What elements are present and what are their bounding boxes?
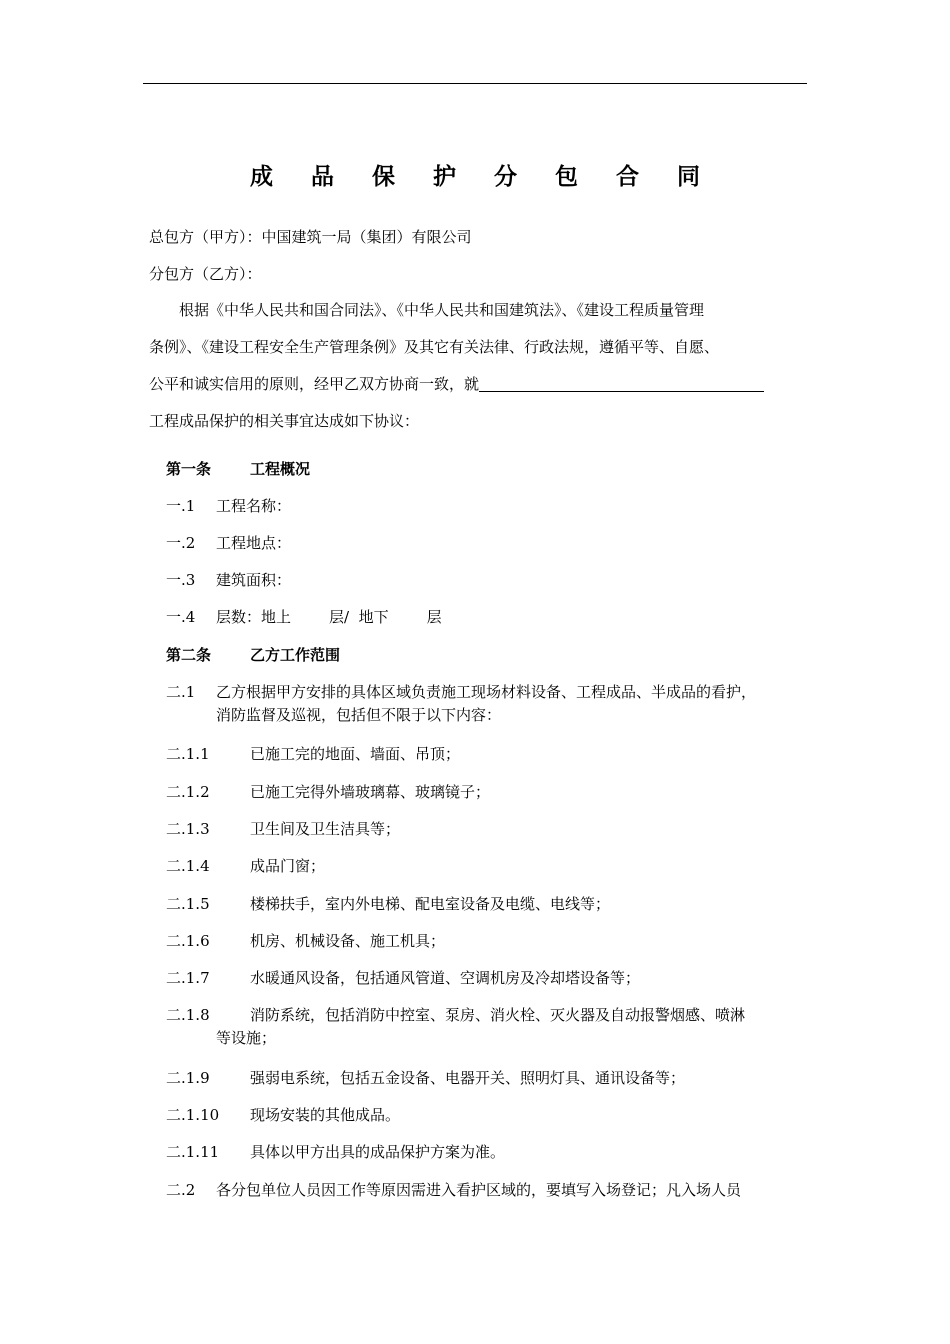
party-sub: 分包方（乙方）： — [149, 265, 262, 283]
preamble-line-2: 条例》、《建设工程安全生产管理条例》及其它有关法律、行政法规，遵循平等、自愿、 — [149, 338, 720, 356]
project-name-blank[interactable] — [479, 377, 764, 392]
item-text: 建筑面积： — [216, 571, 292, 589]
item-text: 已施工完得外墙玻璃幕、玻璃镜子； — [250, 783, 491, 801]
article-2-number: 第二条 — [166, 646, 212, 664]
item-number: 二.1.6 — [166, 932, 210, 950]
item-text: 层数：地上 层/ 地下 层 — [216, 608, 442, 626]
article-1-heading — [166, 460, 311, 478]
item-text: 现场安装的其他成品。 — [250, 1106, 401, 1124]
item-text: 工程地点： — [216, 534, 292, 552]
preamble-line-1: 根据《中华人民共和国合同法》、《中华人民共和国建筑法》、《建设工程质量管理 — [179, 301, 705, 319]
item-text: 已施工完的地面、墙面、吊顶； — [250, 745, 461, 763]
preamble-line-3: 公平和诚实信用的原则，经甲乙双方协商一致，就 — [149, 366, 809, 403]
item-number: 二.1.2 — [166, 783, 210, 801]
item-number: 二.1.10 — [166, 1106, 220, 1124]
item-text: 具体以甲方出具的成品保护方案为准。 — [250, 1143, 506, 1161]
item-number: 二.1.3 — [166, 820, 210, 838]
article-1-title: 工程概况 — [250, 460, 311, 478]
item-number: 一.4 — [166, 608, 196, 626]
item-text: 卫生间及卫生洁具等； — [250, 820, 401, 838]
item-number: 二.1.7 — [166, 969, 210, 987]
item-number: 二.2 — [166, 1181, 196, 1199]
document-title: 成 品 保 护 分 包 合 同 — [249, 164, 716, 190]
item-text: 机房、机械设备、施工机具； — [250, 932, 446, 950]
article-2-title: 乙方工作范围 — [250, 646, 341, 664]
item-text: 乙方根据甲方安排的具体区域负责施工现场材料设备、工程成品、半成品的看护， — [216, 683, 757, 701]
item-text-cont: 等设施； — [216, 1029, 277, 1047]
item-text: 各分包单位人员因工作等原因需进入看护区域的，要填写入场登记；凡入场人员 — [216, 1181, 742, 1199]
item-text: 楼梯扶手，室内外电梯、配电室设备及电缆、电线等； — [250, 895, 611, 913]
item-number: 二.1.9 — [166, 1069, 210, 1087]
party-general: 总包方（甲方）：中国建筑一局（集团）有限公司 — [149, 228, 472, 246]
article-2-heading — [166, 646, 341, 664]
item-number: 二.1.8 — [166, 1006, 210, 1024]
item-text-cont: 消防监督及巡视，包括但不限于以下内容： — [216, 706, 502, 724]
preamble-line-4: 工程成品保护的相关事宜达成如下协议： — [149, 412, 420, 430]
header-rule — [143, 83, 807, 84]
item-number: 二.1 — [166, 683, 196, 701]
item-number: 一.2 — [166, 534, 196, 552]
item-text: 强弱电系统，包括五金设备、电器开关、照明灯具、通讯设备等； — [250, 1069, 686, 1087]
article-1-number: 第一条 — [166, 460, 212, 478]
item-number: 二.1.1 — [166, 745, 210, 763]
item-number: 二.1.11 — [166, 1143, 220, 1161]
item-number: 一.1 — [166, 497, 196, 515]
item-text: 成品门窗； — [250, 857, 326, 875]
item-number: 一.3 — [166, 571, 196, 589]
item-text: 消防系统，包括消防中控室、泵房、消火栓、灭火器及自动报警烟感、喷淋 — [250, 1006, 746, 1024]
preamble — [149, 292, 809, 440]
item-text: 水暖通风设备，包括通风管道、空调机房及冷却塔设备等； — [250, 969, 641, 987]
item-number: 二.1.4 — [166, 857, 210, 875]
item-text: 工程名称： — [216, 497, 292, 515]
item-number: 二.1.5 — [166, 895, 210, 913]
